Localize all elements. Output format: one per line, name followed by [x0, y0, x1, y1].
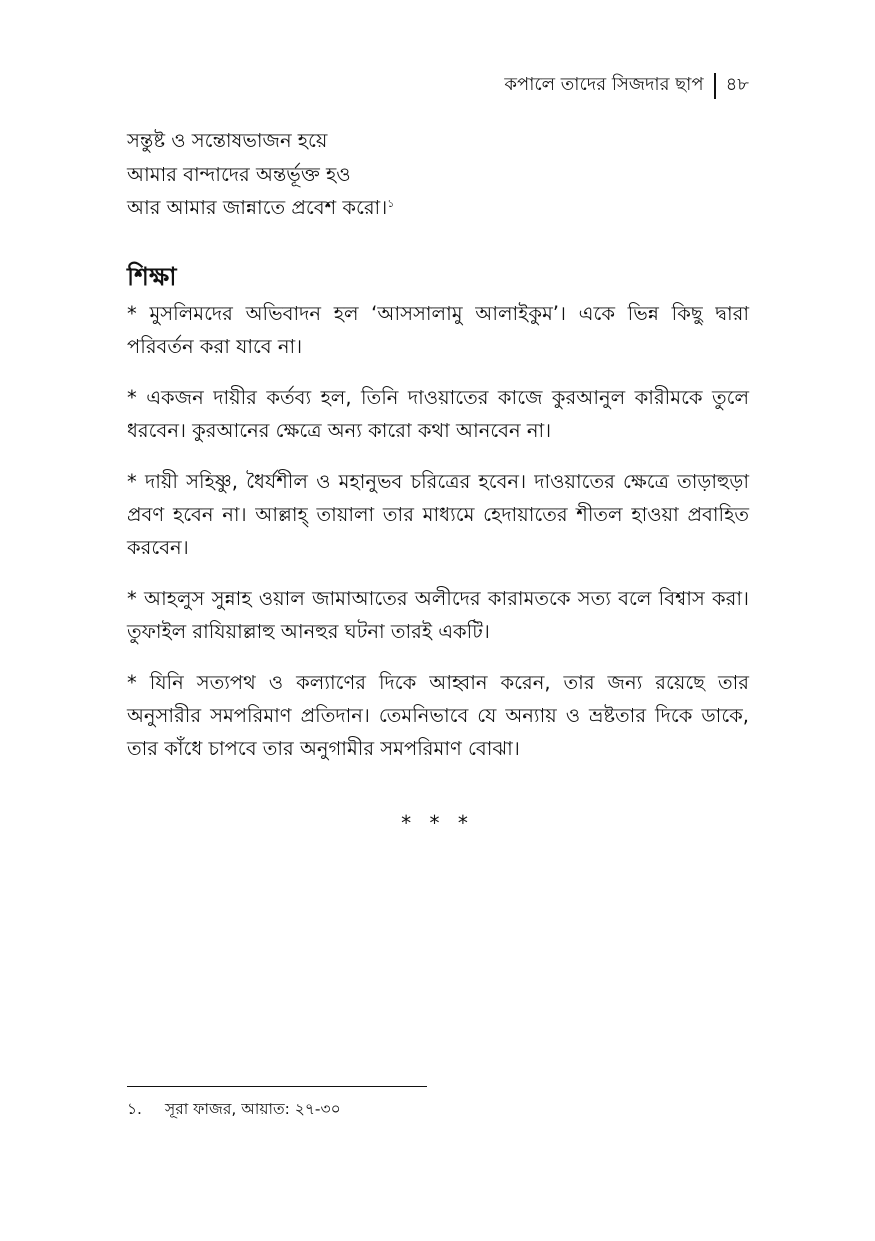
lesson-point: * দায়ী সহিষ্ণু, ধৈর্যশীল ও মহানুভব চরিত্রের হবেন। দাওয়াতের ক্ষেত্রে তাড়াহুড়া প্রবণ হবেন না। আল্লাহ্ তায়ালা তার মাধ্যমে হেদায়াতের শীতল হাওয়া প্রবাহিত করবেন। — [127, 469, 749, 559]
verse-line: সন্তুষ্ট ও সন্তোষভাজন হয়ে — [127, 129, 328, 152]
verse-line — [127, 191, 749, 225]
lesson-point: * মুসলিমদের অভিবাদন হল ‘আসসালামু আলাইকুম’। একে ভিন্ন কিছু দ্বারা পরিবর্তন করা যাবে না। — [127, 301, 749, 358]
running-header — [504, 70, 749, 101]
footnote-marker: ১ — [387, 197, 395, 210]
verse-block — [127, 124, 749, 225]
lesson-point: * যিনি সত্যপথ ও কল্যাণের দিকে আহ্বান করেন, তার জন্য রয়েছে তার অনুসারীর সমপরিমাণ প্রতিদান। তেমনিভাবে যে অন্যায় ও ভ্রষ্টতার দিকে ডাকে, তার কাঁধে চাপবে তার অনুগামীর সমপরিমাণ বোঝা। — [127, 670, 749, 760]
header-divider — [714, 73, 716, 99]
footnote-number: ১. — [127, 1100, 142, 1118]
page-body — [127, 124, 749, 783]
lesson-point: * একজন দায়ীর কর্তব্য হল, তিনি দাওয়াতের কাজে কুরআনুল কারীমকে তুলে ধরবেন। কুরআনের ক্ষেত্রে অন্য কারো কথা আনবেন না। — [127, 385, 749, 442]
header-title: কপালে তাদের সিজদার ছাপ — [504, 74, 704, 95]
verse-line-text: আর আমার জান্নাতে প্রবেশ করো। — [127, 196, 388, 219]
footnote — [127, 1097, 341, 1123]
page-number: ৪৮ — [725, 74, 749, 95]
section-break: * * * — [401, 811, 474, 835]
footnote-divider — [127, 1086, 427, 1087]
section-title: শিক্ষা — [127, 261, 177, 291]
lesson-point: * আহলুস সুন্নাহ ওয়াল জামাআতের অলীদের কারামতকে সত্য বলে বিশ্বাস করা। তুফাইল রাযিয়াল্লাহু আনহুর ঘটনা তারই একটি। — [127, 586, 749, 643]
footnote-text: সূরা ফাজর, আয়াত: ২৭-৩০ — [165, 1100, 341, 1118]
verse-line: আমার বান্দাদের অন্তর্ভূক্ত হও — [127, 162, 351, 186]
